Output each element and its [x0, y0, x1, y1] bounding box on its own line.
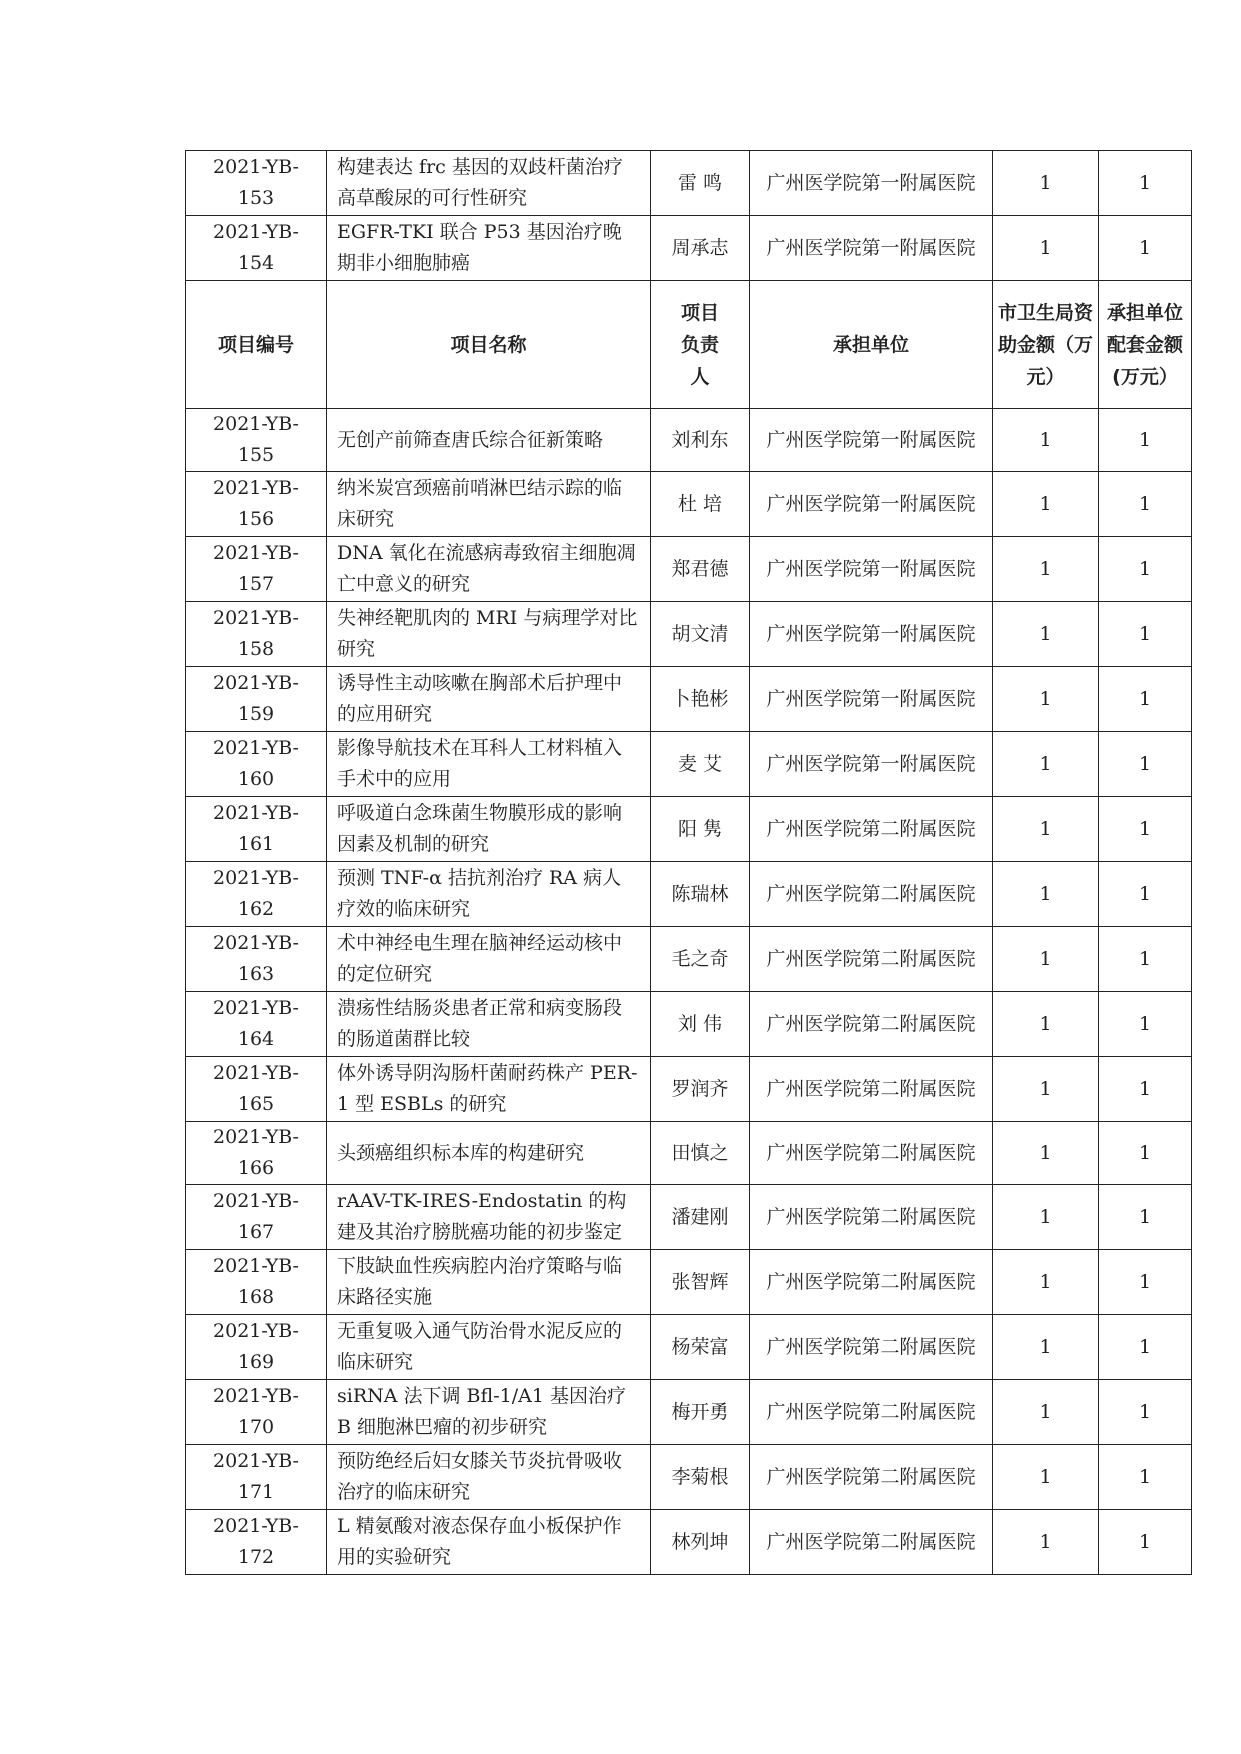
cell-project-id: 2021-YB-159 — [186, 667, 327, 732]
header-row — [186, 281, 1192, 409]
cell-project-unit: 广州医学院第二附属医院 — [750, 1315, 993, 1380]
cell-project-name: 构建表达 frc 基因的双歧杆菌治疗高草酸尿的可行性研究 — [327, 151, 651, 216]
table-header — [186, 281, 1192, 409]
cell-unit-funding: 1 — [1099, 732, 1192, 797]
cell-unit-funding: 1 — [1099, 1315, 1192, 1380]
cell-project-manager: 梅开勇 — [651, 1380, 750, 1445]
project-table-page — [185, 150, 1191, 1575]
table-row — [186, 927, 1192, 992]
cell-project-unit: 广州医学院第二附属医院 — [750, 1510, 993, 1575]
cell-project-id: 2021-YB-165 — [186, 1057, 327, 1122]
table-row — [186, 602, 1192, 667]
cell-project-id: 2021-YB-163 — [186, 927, 327, 992]
cell-gov-funding: 1 — [993, 797, 1099, 862]
table-row — [186, 1315, 1192, 1380]
cell-unit-funding: 1 — [1099, 537, 1192, 602]
cell-unit-funding: 1 — [1099, 472, 1192, 537]
cell-project-name: 下肢缺血性疾病腔内治疗策略与临床路径实施 — [327, 1250, 651, 1315]
cell-unit-funding: 1 — [1099, 992, 1192, 1057]
cell-gov-funding: 1 — [993, 862, 1099, 927]
cell-project-manager: 刘利东 — [651, 409, 750, 472]
cell-project-id: 2021-YB-170 — [186, 1380, 327, 1445]
cell-project-unit: 广州医学院第二附属医院 — [750, 1057, 993, 1122]
cell-gov-funding: 1 — [993, 667, 1099, 732]
cell-unit-funding: 1 — [1099, 1250, 1192, 1315]
cell-project-id: 2021-YB-167 — [186, 1185, 327, 1250]
cell-unit-funding: 1 — [1099, 151, 1192, 216]
table-row — [186, 667, 1192, 732]
cell-project-unit: 广州医学院第二附属医院 — [750, 1185, 993, 1250]
cell-unit-funding: 1 — [1099, 1185, 1192, 1250]
cell-unit-funding: 1 — [1099, 1445, 1192, 1510]
table-row — [186, 1122, 1192, 1185]
cell-project-name: 无创产前筛查唐氏综合征新策略 — [327, 409, 651, 472]
header-unit-funding: 承担单位配套金额(万元） — [1099, 281, 1192, 409]
cell-project-id: 2021-YB-154 — [186, 216, 327, 281]
cell-project-unit: 广州医学院第一附属医院 — [750, 216, 993, 281]
cell-project-manager: 周承志 — [651, 216, 750, 281]
cell-project-manager: 阳 隽 — [651, 797, 750, 862]
cell-project-manager: 胡文清 — [651, 602, 750, 667]
cell-unit-funding: 1 — [1099, 667, 1192, 732]
cell-project-manager: 雷 鸣 — [651, 151, 750, 216]
cell-project-id: 2021-YB-158 — [186, 602, 327, 667]
header-name: 项目名称 — [327, 281, 651, 409]
cell-gov-funding: 1 — [993, 472, 1099, 537]
cell-project-unit: 广州医学院第二附属医院 — [750, 1380, 993, 1445]
cell-project-name: 纳米炭宫颈癌前哨淋巴结示踪的临床研究 — [327, 472, 651, 537]
cell-project-id: 2021-YB-171 — [186, 1445, 327, 1510]
cell-project-id: 2021-YB-161 — [186, 797, 327, 862]
cell-project-unit: 广州医学院第一附属医院 — [750, 472, 993, 537]
cell-project-manager: 张智辉 — [651, 1250, 750, 1315]
cell-gov-funding: 1 — [993, 409, 1099, 472]
cell-project-unit: 广州医学院第一附属医院 — [750, 537, 993, 602]
cell-gov-funding: 1 — [993, 1315, 1099, 1380]
cell-gov-funding: 1 — [993, 537, 1099, 602]
table-row — [186, 1250, 1192, 1315]
cell-unit-funding: 1 — [1099, 1122, 1192, 1185]
header-id: 项目编号 — [186, 281, 327, 409]
cell-gov-funding: 1 — [993, 1250, 1099, 1315]
cell-gov-funding: 1 — [993, 602, 1099, 667]
table-row — [186, 992, 1192, 1057]
header-unit: 承担单位 — [750, 281, 993, 409]
cell-gov-funding: 1 — [993, 732, 1099, 797]
cell-gov-funding: 1 — [993, 151, 1099, 216]
cell-unit-funding: 1 — [1099, 1510, 1192, 1575]
cell-project-unit: 广州医学院第一附属医院 — [750, 409, 993, 472]
cell-unit-funding: 1 — [1099, 1057, 1192, 1122]
cell-unit-funding: 1 — [1099, 409, 1192, 472]
cell-project-manager: 卜艳彬 — [651, 667, 750, 732]
table-row — [186, 537, 1192, 602]
table-row — [186, 1380, 1192, 1445]
table-row — [186, 409, 1192, 472]
cell-unit-funding: 1 — [1099, 216, 1192, 281]
cell-project-manager: 毛之奇 — [651, 927, 750, 992]
cell-gov-funding: 1 — [993, 1185, 1099, 1250]
cell-gov-funding: 1 — [993, 216, 1099, 281]
cell-project-manager: 杜 培 — [651, 472, 750, 537]
table-row — [186, 862, 1192, 927]
cell-project-unit: 广州医学院第二附属医院 — [750, 797, 993, 862]
cell-project-unit: 广州医学院第二附属医院 — [750, 862, 993, 927]
cell-project-name: 无重复吸入通气防治骨水泥反应的临床研究 — [327, 1315, 651, 1380]
table-row — [186, 1057, 1192, 1122]
cell-project-unit: 广州医学院第一附属医院 — [750, 732, 993, 797]
table-row — [186, 732, 1192, 797]
cell-gov-funding: 1 — [993, 1380, 1099, 1445]
cell-project-unit: 广州医学院第二附属医院 — [750, 1122, 993, 1185]
cell-project-id: 2021-YB-157 — [186, 537, 327, 602]
cell-project-id: 2021-YB-169 — [186, 1315, 327, 1380]
cell-gov-funding: 1 — [993, 927, 1099, 992]
cell-project-id: 2021-YB-172 — [186, 1510, 327, 1575]
cell-project-id: 2021-YB-153 — [186, 151, 327, 216]
project-table — [185, 150, 1192, 1575]
cell-project-unit: 广州医学院第一附属医院 — [750, 667, 993, 732]
cell-unit-funding: 1 — [1099, 797, 1192, 862]
cell-project-name: 影像导航技术在耳科人工材料植入手术中的应用 — [327, 732, 651, 797]
cell-project-manager: 陈瑞林 — [651, 862, 750, 927]
cell-gov-funding: 1 — [993, 1122, 1099, 1185]
cell-gov-funding: 1 — [993, 1057, 1099, 1122]
cell-project-id: 2021-YB-166 — [186, 1122, 327, 1185]
cell-project-name: 溃疡性结肠炎患者正常和病变肠段的肠道菌群比较 — [327, 992, 651, 1057]
header-manager: 项目负责人 — [651, 281, 750, 409]
table-row — [186, 1510, 1192, 1575]
cell-project-id: 2021-YB-164 — [186, 992, 327, 1057]
cell-project-manager: 郑君德 — [651, 537, 750, 602]
cell-project-unit: 广州医学院第二附属医院 — [750, 1250, 993, 1315]
table-row — [186, 797, 1192, 862]
cell-project-manager: 潘建刚 — [651, 1185, 750, 1250]
cell-unit-funding: 1 — [1099, 862, 1192, 927]
cell-project-name: 失神经靶肌肉的 MRI 与病理学对比研究 — [327, 602, 651, 667]
cell-project-id: 2021-YB-155 — [186, 409, 327, 472]
cell-project-manager: 李菊根 — [651, 1445, 750, 1510]
cell-project-name: siRNA 法下调 Bfl-1/A1 基因治疗 B 细胞淋巴瘤的初步研究 — [327, 1380, 651, 1445]
table-body-top — [186, 151, 1192, 281]
cell-project-name: 术中神经电生理在脑神经运动核中的定位研究 — [327, 927, 651, 992]
cell-project-manager: 林列坤 — [651, 1510, 750, 1575]
cell-gov-funding: 1 — [993, 1510, 1099, 1575]
table-body-main — [186, 409, 1192, 1575]
cell-project-unit: 广州医学院第二附属医院 — [750, 992, 993, 1057]
cell-gov-funding: 1 — [993, 992, 1099, 1057]
table-row — [186, 1185, 1192, 1250]
cell-project-unit: 广州医学院第二附属医院 — [750, 927, 993, 992]
cell-project-unit: 广州医学院第一附属医院 — [750, 602, 993, 667]
cell-project-manager: 杨荣富 — [651, 1315, 750, 1380]
table-row — [186, 1445, 1192, 1510]
cell-project-id: 2021-YB-168 — [186, 1250, 327, 1315]
cell-project-id: 2021-YB-156 — [186, 472, 327, 537]
cell-project-name: 呼吸道白念珠菌生物膜形成的影响因素及机制的研究 — [327, 797, 651, 862]
cell-project-name: 预防绝经后妇女膝关节炎抗骨吸收治疗的临床研究 — [327, 1445, 651, 1510]
table-row — [186, 472, 1192, 537]
cell-project-unit: 广州医学院第一附属医院 — [750, 151, 993, 216]
cell-project-manager: 刘 伟 — [651, 992, 750, 1057]
cell-project-name: EGFR-TKI 联合 P53 基因治疗晚期非小细胞肺癌 — [327, 216, 651, 281]
cell-project-name: 诱导性主动咳嗽在胸部术后护理中的应用研究 — [327, 667, 651, 732]
cell-project-manager: 麦 艾 — [651, 732, 750, 797]
cell-project-unit: 广州医学院第二附属医院 — [750, 1445, 993, 1510]
table-row — [186, 151, 1192, 216]
cell-unit-funding: 1 — [1099, 927, 1192, 992]
cell-unit-funding: 1 — [1099, 1380, 1192, 1445]
cell-project-name: DNA 氧化在流感病毒致宿主细胞凋亡中意义的研究 — [327, 537, 651, 602]
cell-project-manager: 罗润齐 — [651, 1057, 750, 1122]
cell-project-id: 2021-YB-160 — [186, 732, 327, 797]
table-row — [186, 216, 1192, 281]
cell-project-name: 头颈癌组织标本库的构建研究 — [327, 1122, 651, 1185]
cell-project-manager: 田慎之 — [651, 1122, 750, 1185]
cell-unit-funding: 1 — [1099, 602, 1192, 667]
cell-project-name: 预测 TNF-α 拮抗剂治疗 RA 病人疗效的临床研究 — [327, 862, 651, 927]
cell-project-name: L 精氨酸对液态保存血小板保护作用的实验研究 — [327, 1510, 651, 1575]
cell-project-name: 体外诱导阴沟肠杆菌耐药株产 PER-1 型 ESBLs 的研究 — [327, 1057, 651, 1122]
header-gov-funding: 市卫生局资助金额（万元） — [993, 281, 1099, 409]
cell-gov-funding: 1 — [993, 1445, 1099, 1510]
cell-project-id: 2021-YB-162 — [186, 862, 327, 927]
cell-project-name: rAAV-TK-IRES-Endostatin 的构建及其治疗膀胱癌功能的初步鉴定 — [327, 1185, 651, 1250]
